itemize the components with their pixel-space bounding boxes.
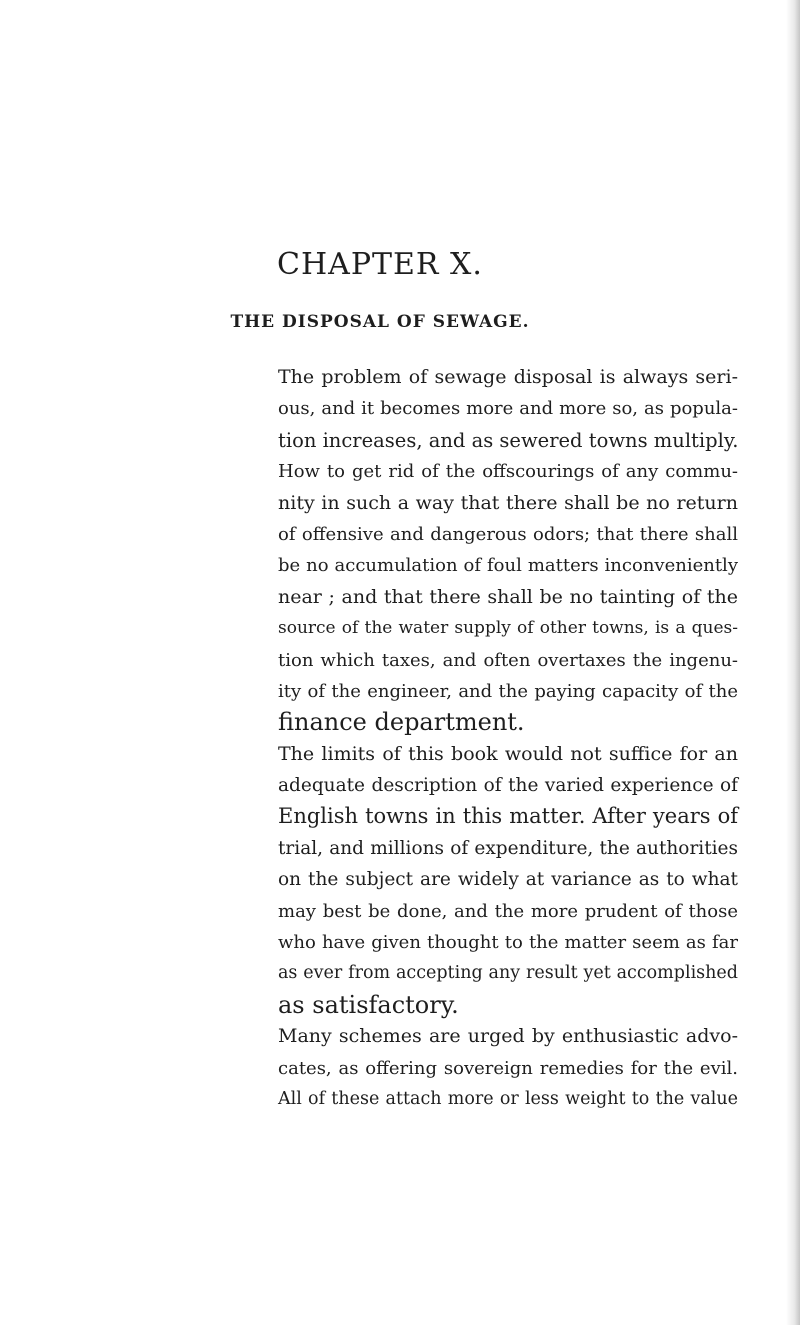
text-line: near ; and that there shall be no tainting of the bbox=[278, 585, 738, 608]
text-line: All of these attach more or less weight to the value bbox=[278, 1088, 738, 1109]
section-title: THE DISPOSAL OF SEWAGE. bbox=[230, 312, 530, 332]
text-line: ity of the engineer, and the paying capacity of the bbox=[278, 680, 738, 702]
text-line: English towns in this matter. After years of bbox=[278, 804, 738, 829]
text-line: of offensive and dangerous odors; that there shall bbox=[278, 523, 738, 545]
text-line: be no accumulation of foul matters inconveniently bbox=[278, 555, 738, 577]
text-line: trial, and millions of expenditure, the authorities bbox=[278, 837, 738, 859]
text-line: adequate description of the varied experience of bbox=[278, 775, 738, 797]
page-edge-shadow bbox=[786, 0, 800, 1325]
text-line: may best be done, and the more prudent of those bbox=[278, 900, 738, 922]
text-line: source of the water supply of other towns, is a ques- bbox=[278, 618, 738, 639]
text-line: nity in such a way that there shall be no return bbox=[278, 491, 738, 514]
text-line: on the subject are widely at variance as to what bbox=[278, 869, 738, 891]
text-line: finance department. bbox=[278, 708, 525, 737]
text-line: as ever from accepting any result yet accomplished bbox=[278, 963, 738, 984]
text-line: Many schemes are urged by enthusiastic advo- bbox=[278, 1025, 738, 1048]
text-line: The limits of this book would not suffice for an bbox=[278, 742, 738, 765]
chapter-title: CHAPTER X. bbox=[277, 247, 483, 282]
text-line: tion which taxes, and often overtaxes the ingenu- bbox=[278, 649, 738, 671]
text-line: ous, and it becomes more and more so, as popula- bbox=[278, 398, 738, 420]
text-line: cates, as offering sovereign remedies for the evil. bbox=[278, 1057, 738, 1079]
text-line: How to get rid of the offscourings of any commu- bbox=[278, 461, 738, 483]
text-line: as satisfactory. bbox=[278, 990, 459, 1019]
text-line: who have given thought to the matter seem as far bbox=[278, 932, 738, 954]
body-text bbox=[278, 362, 738, 1115]
text-line: tion increases, and as sewered towns multiply. bbox=[278, 428, 739, 452]
text-line: The problem of sewage disposal is always seri- bbox=[278, 366, 738, 388]
